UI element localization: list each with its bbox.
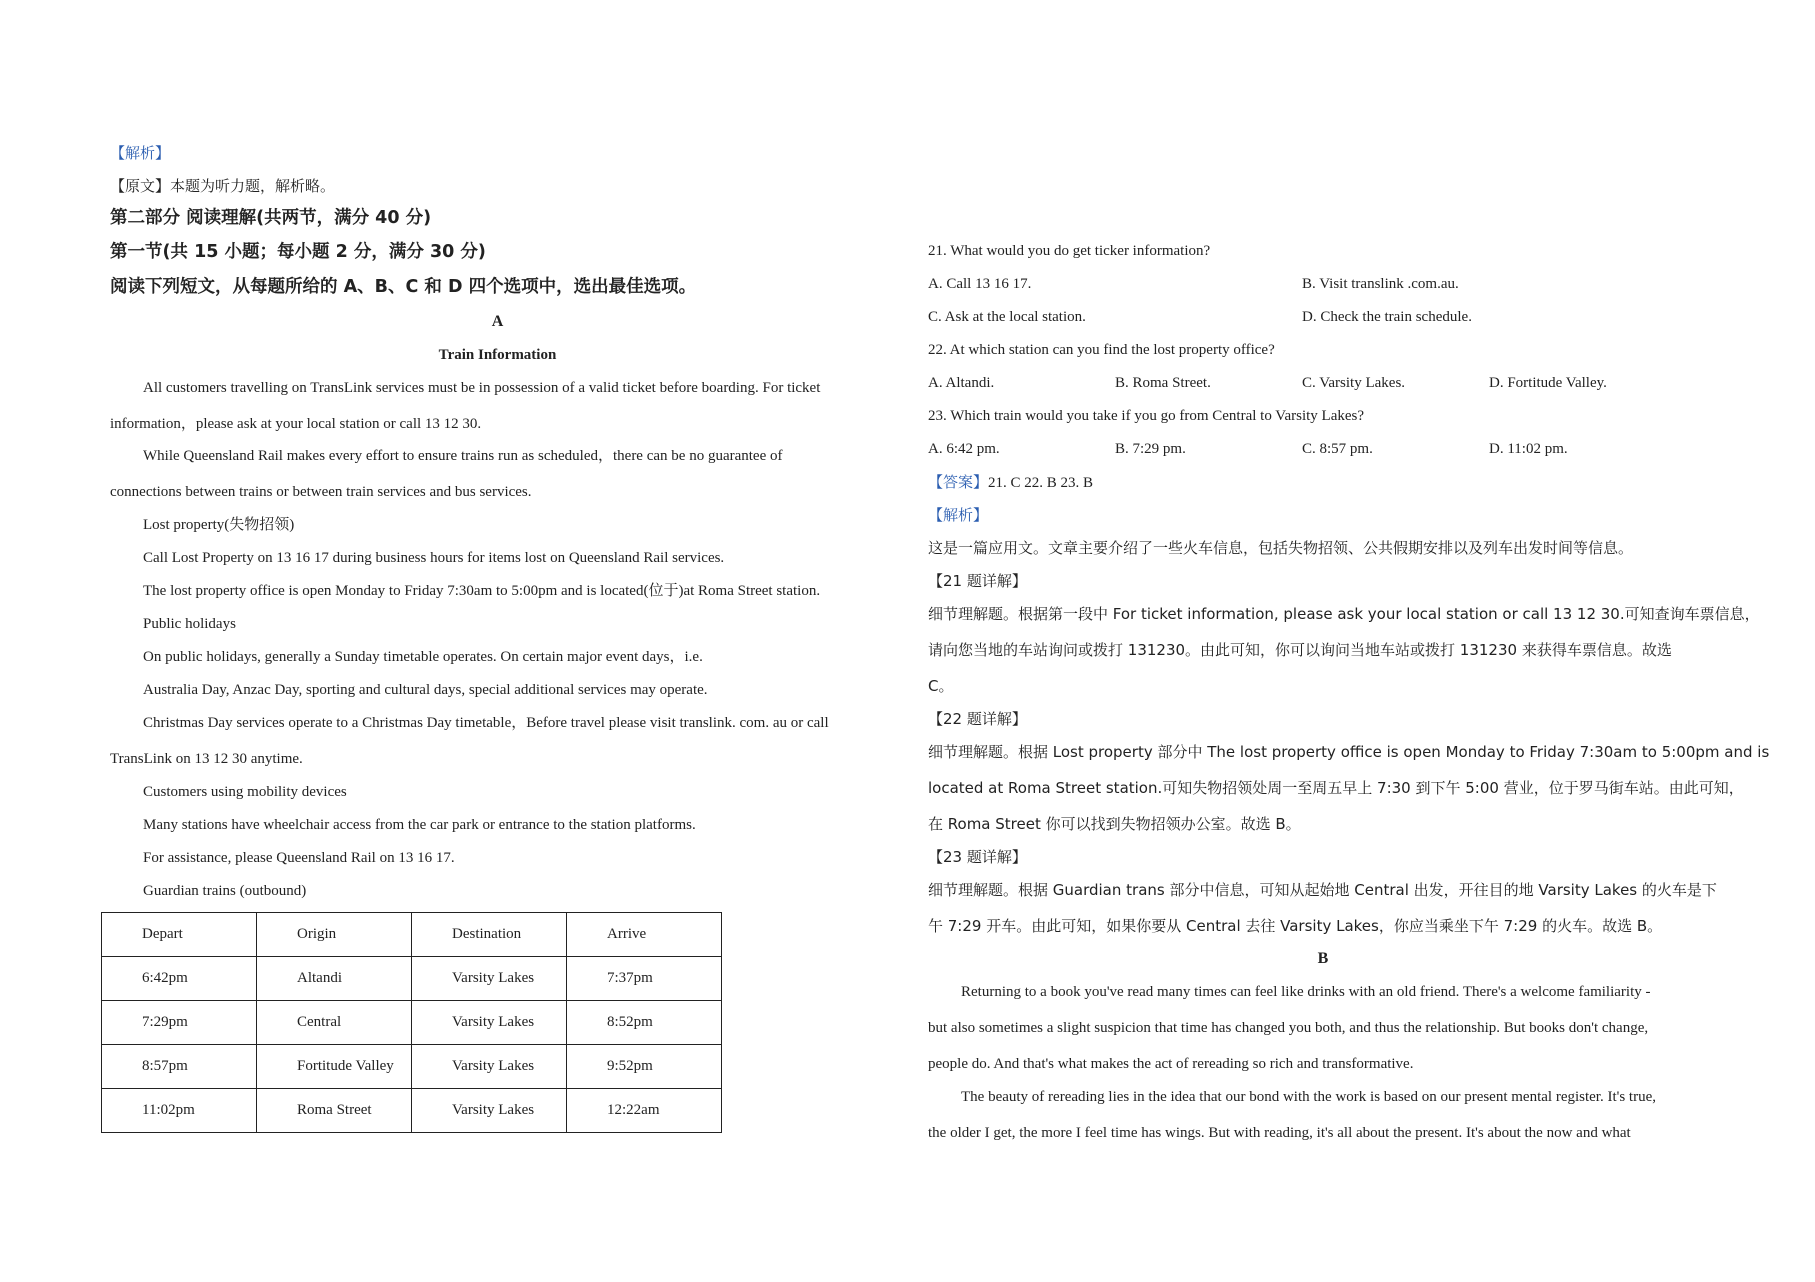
paragraph-line: While Queensland Rail makes every effort to ensure trains run as scheduled，there can be no guarantee of	[143, 448, 783, 464]
option-22-c: C. Varsity Lakes.	[1302, 375, 1406, 391]
passage-b-line: the older I get, the more I feel time has wings. But with reading, it's all about the present. It's about the now and what	[928, 1125, 1631, 1141]
analysis-label: 【解析】	[110, 144, 171, 162]
table-header-row	[102, 913, 722, 957]
analysis-line: located at Roma Street station.可知失物招领处周一至周五早上 7:30 到下午 5:00 营业，位于罗马街车站。由此可知，	[928, 779, 1744, 797]
paragraph-line: Australia Day, Anzac Day, sporting and cultural days, special additional services may operate.	[143, 682, 708, 698]
option-23-a: A. 6:42 pm.	[928, 441, 1000, 457]
option-21-d: D. Check the train schedule.	[1302, 309, 1472, 325]
table-cell: 7:29pm	[102, 1001, 257, 1045]
detail-heading-21: 【21 题详解】	[928, 572, 1027, 590]
passage-title: Train Information	[438, 347, 557, 363]
analysis-line: 细节理解题。根据 Guardian trans 部分中信息，可知从起始地 Central 出发，开往目的地 Varsity Lakes 的火车是下	[928, 881, 1717, 899]
subheading-public-holidays: Public holidays	[143, 616, 236, 632]
option-21-a: A. Call 13 16 17.	[928, 276, 1032, 292]
question-23: 23. Which train would you take if you go from Central to Varsity Lakes?	[928, 408, 1365, 424]
table-cell: 8:57pm	[102, 1045, 257, 1089]
passage-b-line: but also sometimes a slight suspicion that time has changed you both, and thus the relationship. But books don't change,	[928, 1020, 1649, 1036]
table-cell: Roma Street	[257, 1089, 412, 1133]
answer-line	[928, 472, 1093, 493]
paragraph-line: Christmas Day services operate to a Christmas Day timetable，Before travel please visit translink. com. au or call	[143, 715, 829, 731]
part-heading: 第二部分 阅读理解(共两节，满分 40 分)	[110, 208, 432, 228]
paragraph-line: All customers travelling on TransLink services must be in possession of a valid ticket before boarding. For ticket	[143, 380, 821, 396]
answer-text: 21. C 22. B 23. B	[988, 475, 1094, 491]
table-header-cell: Arrive	[567, 913, 722, 957]
table-cell: Varsity Lakes	[412, 1089, 567, 1133]
table-cell: Varsity Lakes	[412, 957, 567, 1001]
analysis-label-right: 【解析】	[928, 506, 989, 524]
subheading-guardian-trains: Guardian trains (outbound)	[143, 883, 307, 899]
table-cell: 12:22am	[567, 1089, 722, 1133]
table-header-cell: Origin	[257, 913, 412, 957]
option-22-d: D. Fortitude Valley.	[1489, 375, 1607, 391]
analysis-line: 午 7:29 开车。由此可知，如果你要从 Central 去往 Varsity Lakes，你应当乘坐下午 7:29 的火车。故选 B。	[928, 917, 1663, 935]
passage-letter-a: A	[491, 313, 504, 330]
option-23-d: D. 11:02 pm.	[1489, 441, 1568, 457]
analysis-line: C。	[928, 677, 954, 695]
subheading-lost-property: Lost property(失物招领)	[143, 517, 295, 533]
option-22-b: B. Roma Street.	[1115, 375, 1211, 391]
table-cell: 9:52pm	[567, 1045, 722, 1089]
original-note: 【原文】本题为听力题，解析略。	[110, 177, 336, 195]
table-cell: Fortitude Valley	[257, 1045, 412, 1089]
option-22-a: A. Altandi.	[928, 375, 995, 391]
option-23-b: B. 7:29 pm.	[1115, 441, 1186, 457]
passage-letter-b: B	[1317, 950, 1329, 967]
analysis-line: 细节理解题。根据第一段中 For ticket information, please ask your local station or call 13 12 30.可知查询车票信息，	[928, 605, 1760, 623]
option-23-c: C. 8:57 pm.	[1302, 441, 1373, 457]
paragraph-line: information，please ask at your local station or call 13 12 30.	[110, 416, 482, 432]
question-21: 21. What would you do get ticker information?	[928, 243, 1211, 259]
table-cell: 6:42pm	[102, 957, 257, 1001]
table-row	[102, 1089, 722, 1133]
paragraph-line: Call Lost Property on 13 16 17 during business hours for items lost on Queensland Rail services.	[143, 550, 725, 566]
passage-b-line: people do. And that's what makes the act of rereading so rich and transformative.	[928, 1056, 1414, 1072]
paragraph-line: TransLink on 13 12 30 anytime.	[110, 751, 303, 767]
table-cell: 8:52pm	[567, 1001, 722, 1045]
analysis-line: 在 Roma Street 你可以找到失物招领办公室。故选 B。	[928, 815, 1301, 833]
table-cell: Varsity Lakes	[412, 1045, 567, 1089]
train-timetable	[101, 912, 722, 1133]
table-cell: Altandi	[257, 957, 412, 1001]
instructions: 阅读下列短文，从每题所给的 A、B、C 和 D 四个选项中，选出最佳选项。	[110, 277, 697, 297]
table-header-cell: Destination	[412, 913, 567, 957]
table-row	[102, 1001, 722, 1045]
option-21-c: C. Ask at the local station.	[928, 309, 1086, 325]
table-row	[102, 1045, 722, 1089]
subheading-mobility: Customers using mobility devices	[143, 784, 347, 800]
table-header-cell: Depart	[102, 913, 257, 957]
passage-b-line: Returning to a book you've read many times can feel like drinks with an old friend. There's a welcome familiarity -	[961, 984, 1651, 1000]
paragraph-line: On public holidays, generally a Sunday timetable operates. On certain major event days，i.e.	[143, 649, 703, 665]
detail-heading-22: 【22 题详解】	[928, 710, 1027, 728]
option-21-b: B. Visit translink .com.au.	[1302, 276, 1459, 292]
table-cell: Central	[257, 1001, 412, 1045]
paragraph-line: For assistance, please Queensland Rail on 13 16 17.	[143, 850, 455, 866]
paragraph-line: connections between trains or between train services and bus services.	[110, 484, 532, 500]
question-22: 22. At which station can you find the lost property office?	[928, 342, 1275, 358]
analysis-line: 请向您当地的车站询问或拨打 131230。由此可知，你可以询问当地车站或拨打 131230 来获得车票信息。故选	[928, 641, 1672, 659]
paragraph-line: The lost property office is open Monday to Friday 7:30am to 5:00pm and is located(位于)at Roma Street station.	[143, 583, 821, 599]
analysis-line: 细节理解题。根据 Lost property 部分中 The lost property office is open Monday to Friday 7:30am to 5:00pm and is	[928, 743, 1770, 761]
detail-heading-23: 【23 题详解】	[928, 848, 1027, 866]
answer-label: 【答案】	[928, 473, 989, 491]
analysis-line: 这是一篇应用文。文章主要介绍了一些火车信息，包括失物招领、公共假期安排以及列车出发时间等信息。	[928, 539, 1634, 557]
table-cell: Varsity Lakes	[412, 1001, 567, 1045]
paragraph-line: Many stations have wheelchair access from the car park or entrance to the station platforms.	[143, 817, 696, 833]
section-heading: 第一节(共 15 小题；每小题 2 分，满分 30 分)	[110, 242, 486, 262]
passage-b-line: The beauty of rereading lies in the idea that our bond with the work is based on our present mental register. It's true,	[961, 1089, 1657, 1105]
table-cell: 11:02pm	[102, 1089, 257, 1133]
table-row	[102, 957, 722, 1001]
table-cell: 7:37pm	[567, 957, 722, 1001]
